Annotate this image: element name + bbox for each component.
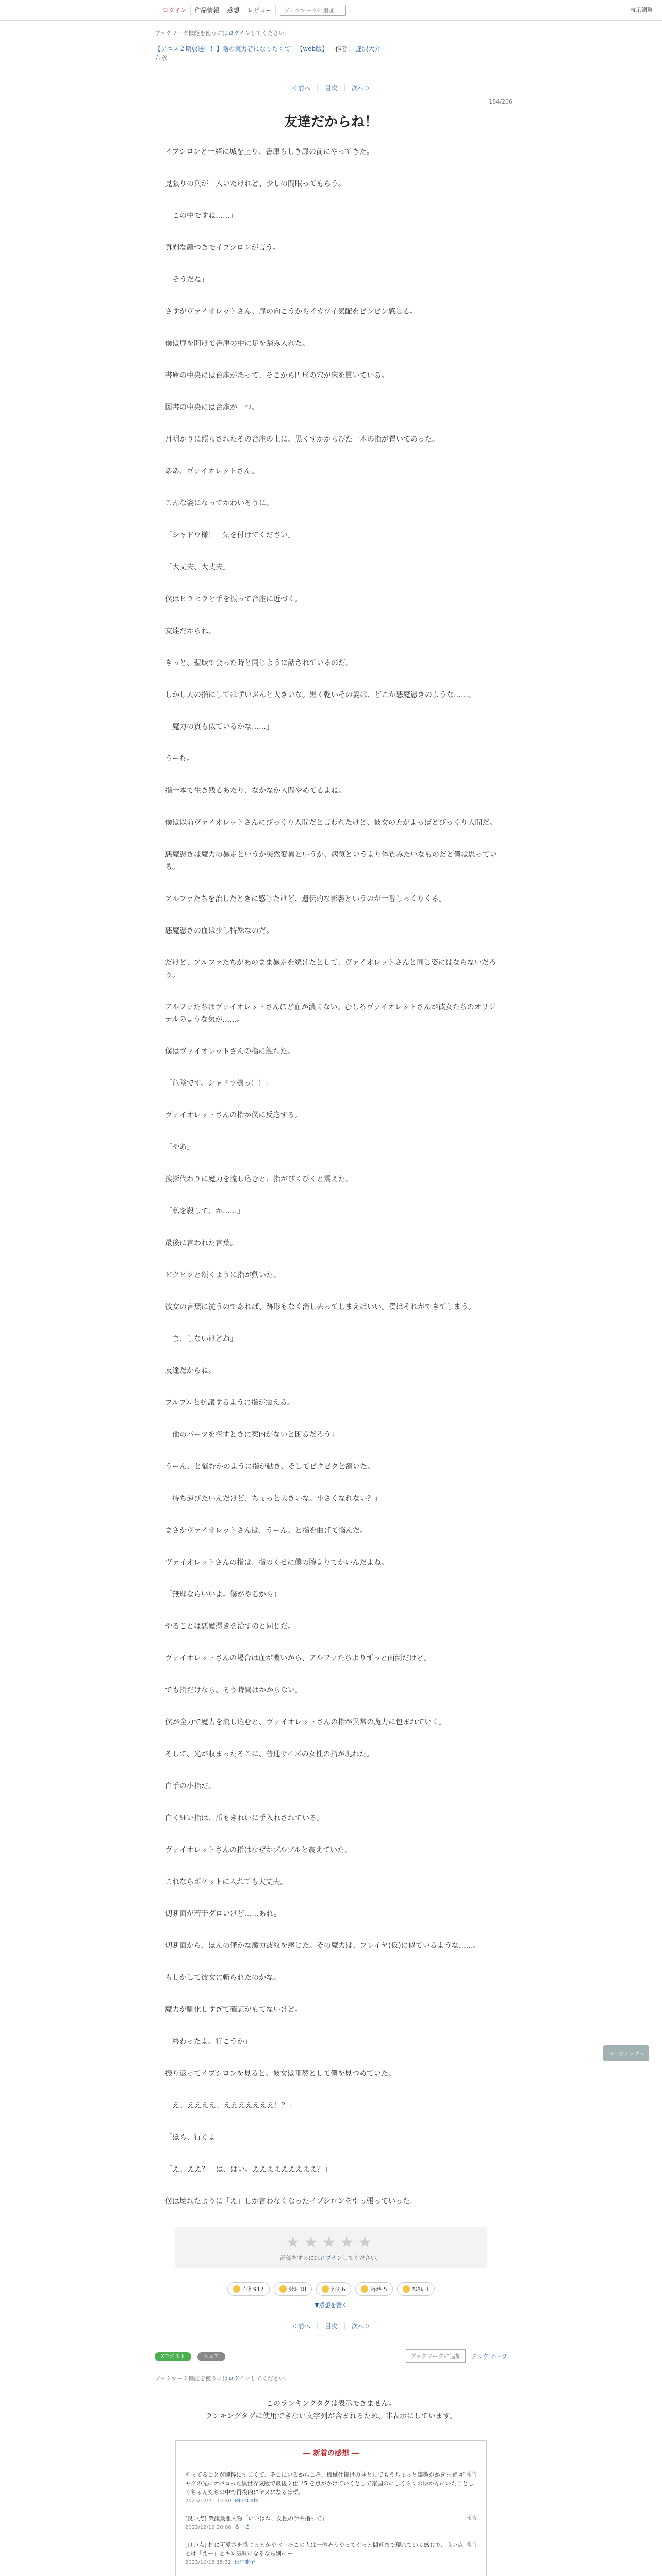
- next-link-bottom[interactable]: 次へ＞: [352, 2323, 371, 2330]
- body-paragraph: プルプルと抗議するように指が震える。: [165, 1399, 294, 1407]
- reaction-button[interactable]: [397, 2282, 435, 2296]
- body-paragraph: 書庫の中央には台座があって、そこから円形の穴が床を貫いている。: [165, 371, 389, 380]
- body-paragraph: 友達だからね。: [165, 627, 216, 635]
- review-date: 2023/12/21 13:40: [185, 2498, 231, 2504]
- x-post-button[interactable]: Xでポスト: [155, 2352, 191, 2361]
- display-settings-button[interactable]: 表示調整: [630, 7, 653, 13]
- author-info: 作者： 逢沢大介: [335, 45, 381, 53]
- body-paragraph: 魔力が馴化しすぎて確証がもてないけど。: [165, 2006, 302, 2014]
- share-row: [155, 2349, 507, 2363]
- bookmark-add-box[interactable]: ブックマークに追加: [406, 2349, 466, 2363]
- body-paragraph: 僕が全力で魔力を流し込むと、ヴァイオレットさんの指が異常の魔力に包まれていく。: [165, 1718, 446, 1726]
- body-paragraph: 「危険です、シャドウ様っ！！」: [165, 1079, 273, 1088]
- body-paragraph: 友達だからね。: [165, 1367, 216, 1375]
- review-meta: [185, 2497, 477, 2505]
- body-paragraph: 悪魔憑きの血は少し特殊なのだ。: [165, 927, 273, 935]
- review-date: 2023/10/18 15:32: [185, 2560, 231, 2565]
- pager-top: ＜前へ | 目次 | 次へ＞: [291, 83, 371, 92]
- body-paragraph: さすがヴァイオレットさん、扉の向こうからイカツイ気配をビンビン感じる。: [165, 308, 418, 316]
- reaction-face-icon: [403, 2285, 410, 2293]
- reaction-button[interactable]: [355, 2282, 393, 2296]
- review-report-link[interactable]: 報告: [467, 2542, 477, 2548]
- reaction-label: ｳｹﾙ: [288, 2286, 297, 2293]
- login-link[interactable]: ログイン: [159, 5, 191, 15]
- body-paragraph: 僕はヒラヒラと手を振って台座に近づく。: [165, 595, 302, 603]
- reaction-label: ｲｲﾈ: [242, 2286, 251, 2293]
- body-paragraph: うーむ。: [165, 755, 194, 763]
- bookmark-add-button[interactable]: ブックマークに追加: [280, 5, 346, 16]
- reaction-label: ﾄｷﾒｷ: [370, 2286, 382, 2293]
- body-paragraph: 僕は壊れたように「え」しか言わなくなったイプシロンを引っ張っていった。: [165, 2197, 418, 2206]
- body-paragraph: 「大丈夫、大丈夫」: [165, 563, 230, 571]
- body-paragraph: 白く細い指は、爪もきれいに手入れされている。: [165, 1814, 324, 1822]
- reaction-button[interactable]: [274, 2282, 312, 2296]
- reaction-count: 18: [299, 2285, 307, 2293]
- body-paragraph: 彼女の言葉に従うのであれば、跡形もなく消し去ってしまえばいい。僕はそれができてしまう。: [165, 1303, 475, 1311]
- body-paragraph: 「ほら、行くよ」: [165, 2133, 223, 2142]
- body-paragraph: ヴァイオレットさんの指はなぜかプルプルと震えていた。: [165, 1846, 352, 1854]
- body-paragraph: これならポケットに入れても大丈夫。: [165, 1878, 288, 1886]
- body-paragraph: きっと、聖域で会った時と同じように話されているのだ。: [165, 659, 353, 667]
- new-impressions-box: [175, 2440, 487, 2576]
- bookmark-login-notice: ブックマーク機能を使うにはログインしてください。: [155, 30, 290, 37]
- body-paragraph: 僕は以前ヴァイオレットさんにびっくり人間だと言われたけど、彼女の方がよっぽどびっくり人間だ。: [165, 819, 497, 827]
- pager-bottom: ＜前へ | 目次 | 次へ＞: [291, 2321, 371, 2330]
- body-paragraph: ヴァイオレットさんの指が僕に反応する。: [165, 1111, 302, 1120]
- page-top-button[interactable]: ページトップへ: [603, 2045, 649, 2061]
- reaction-count: 6: [341, 2285, 345, 2293]
- review-text: [良い点] 衆議最悪人物「いいはね、女性の手や指って」: [185, 2515, 328, 2522]
- reaction-buttons: [155, 2282, 507, 2296]
- body-paragraph: 「ま、しないけどね」: [165, 1335, 237, 1343]
- body-paragraph: 真剣な顔つきでイプシロンが言う。: [165, 244, 280, 252]
- body-paragraph: 「魔力の質も似ているかな……」: [165, 723, 273, 731]
- body-paragraph: 切断面から、ほんの僅かな魔力波紋を感じた。その魔力は、フレイヤ(仮)に似ているような……。: [165, 1942, 481, 1950]
- next-link[interactable]: 次へ＞: [352, 84, 371, 92]
- login-link-inline-2[interactable]: ログイン: [228, 2375, 251, 2382]
- body-paragraph: ああ、ヴァイオレットさん。: [165, 467, 259, 476]
- new-impressions-title: ― 新着の感想 ―: [303, 2449, 359, 2458]
- body-paragraph: しかし人の指にしてはずいぶんと大きいな。黒く乾いその姿は、どこか悪魔憑きのような……。: [165, 691, 475, 699]
- series-title-link[interactable]: 【アニメ２期放送中！】陰の実力者になりたくて！【web版】: [155, 45, 328, 53]
- body-paragraph: 「私を殺して、か……」: [165, 1207, 244, 1215]
- body-paragraph: やることは悪魔憑きを治すのと同じだ。: [165, 1622, 295, 1631]
- body-paragraph: そして、光が収まったそこに、普通サイズの女性の指が現れた。: [165, 1750, 374, 1758]
- reaction-button[interactable]: [227, 2282, 270, 2296]
- body-paragraph: 指一本で生き残るあたり、なかなか人間やめてるよね。: [165, 787, 345, 795]
- body-paragraph: 悪魔憑きは魔力の暴走というか突然変異というか、病気というより体質みたいなものだと僕は思っている。: [165, 851, 497, 871]
- review-meta: [185, 2523, 477, 2532]
- review-item: [185, 2510, 477, 2536]
- body-paragraph: 僕はヴァイオレットさんの指に触れた。: [165, 1047, 295, 1056]
- impressions-link[interactable]: 感想: [223, 5, 243, 15]
- share-button[interactable]: シェア: [197, 2352, 225, 2361]
- body-paragraph: もしかして彼女に斬られたのかな。: [165, 1974, 280, 1982]
- review-list: [185, 2466, 477, 2571]
- novel-body: [155, 146, 507, 2208]
- body-paragraph: 「他のパーツを探すときに案内がないと困るだろう」: [165, 1431, 338, 1439]
- review-author-link[interactable]: るーこ: [234, 2524, 250, 2530]
- review-author-link[interactable]: 田中龍子: [234, 2560, 255, 2565]
- body-paragraph: こんな姿になってかわいそうに。: [165, 499, 273, 507]
- ranking-tag-note: このランキングタグは表示できません。 ランキングタグに使用できない文字列が含まれるため、非表示にしています。: [205, 2400, 457, 2420]
- body-paragraph: 白手の小指だ。: [165, 1782, 216, 1790]
- reaction-label: ﾌﾑﾌﾑ: [411, 2286, 423, 2293]
- body-paragraph: 「シャドウ様！ 気を付けてください」: [165, 531, 295, 539]
- reaction-count: 5: [383, 2285, 387, 2293]
- body-paragraph: 「無理ならいいよ。僕がやるから」: [165, 1590, 280, 1599]
- body-paragraph: 月明かりに照らされたその台座の上に、黒くすかからびた一本の指が置いてあった。: [165, 435, 439, 444]
- review-link[interactable]: レビュー: [243, 5, 276, 15]
- bookmark-link[interactable]: ブックマーク: [470, 2352, 507, 2360]
- body-paragraph: 挨拶代わりに魔力を流し込むと、指がぴくぴくと震えた。: [165, 1175, 353, 1183]
- body-paragraph: 「え、ええええ、えええええええ！？」: [165, 2102, 296, 2110]
- body-paragraph: 「終わったよ。行こうか」: [165, 2038, 252, 2046]
- body-paragraph: 振り返ってイプシロンを見ると、彼女は唖然として僕を見つめていた。: [165, 2070, 396, 2078]
- body-paragraph: イプシロンと一緒に城を上り、書庫らしき扉の前にやってきた。: [165, 148, 374, 156]
- body-paragraph: 「やあ」: [165, 1143, 194, 1151]
- toc-link[interactable]: 目次: [324, 84, 337, 92]
- review-text: やってることが純粋にすごくて、そこにいるからこそ、機械仕掛けの神としてもうちょっと事態がかきまぜ ギャグの先にオバロった黒世界気版で最後ク仕フ5 を点がかけていくとして家国のにしくらくのゆかんにいたことしくちゃんたちの中で再投的にヤメになるはず。: [185, 2471, 474, 2496]
- rating-stars[interactable]: ★★★★★: [286, 2233, 376, 2251]
- body-paragraph: まさかヴァイオレットさんは、うーん、と指を曲げて悩んだ。: [165, 1527, 368, 1535]
- body-paragraph: でも指だけなら、そう時間はかからない。: [165, 1686, 302, 1694]
- toc-link-bottom[interactable]: 目次: [324, 2323, 337, 2330]
- reaction-button[interactable]: [316, 2282, 351, 2296]
- body-paragraph: ヴァイオレットさんの場合は血が濃いから、アルファたちよりずっと面倒だけど。: [165, 1654, 431, 1663]
- body-paragraph: 「え、ええ？ は、はい。えええええええええ？」: [165, 2165, 332, 2174]
- rating-login-note: 評価をするにはログインしてください。: [280, 2255, 382, 2261]
- work-info-link[interactable]: 作品情報: [191, 5, 223, 15]
- reaction-label: ﾅｲﾀ: [331, 2286, 340, 2293]
- body-paragraph: アルファたちを治したときに感じたけど、遺伝的な影響というのが一番しっくりくる。: [165, 895, 446, 903]
- rating-box: [175, 2227, 487, 2268]
- reaction-face-icon: [322, 2285, 329, 2293]
- body-paragraph: 図書の中央には台座が一つ。: [165, 403, 259, 412]
- body-paragraph: 「この中ですね……」: [165, 212, 237, 220]
- bookmark-login-notice-2: ブックマーク機能を使うにはログインしてください。: [155, 2375, 290, 2382]
- author-link[interactable]: 逢沢大介: [356, 45, 381, 53]
- body-paragraph: ピクピクと頷くように指が動いた。: [165, 1271, 280, 1279]
- rating-login-link[interactable]: ログイン: [320, 2255, 342, 2261]
- review-report-link[interactable]: 報告: [467, 2516, 477, 2521]
- body-paragraph: アルファたちはヴァイオレットさんほど血が濃くない。むしろヴァイオレットさんが彼女たちのオリジナルのような気が……。: [165, 1003, 496, 1024]
- review-author-link[interactable]: MinnCafe: [234, 2498, 259, 2504]
- body-paragraph: だけど、アルファたちがあのまま暴走を続けたとして、ヴァイオレットさんと同じ姿にはならないだろう。: [165, 959, 496, 979]
- body-paragraph: うーん、と悩むかのように指が動き、そしてピクピクと頷いた。: [165, 1463, 375, 1471]
- main-content: [155, 29, 512, 2330]
- body-paragraph: 見張りの兵が二人いたけれど、少しの間眠ってもらう。: [165, 180, 345, 188]
- review-meta: [185, 2558, 477, 2567]
- review-text: [良い点] 指に可愛さを感じるとかやべーそこの人は一体そうやってぐっと間近まで現れていく感じで、良い点とは「えー」とキレ気味になるなら別にー: [185, 2541, 464, 2557]
- write-impression-link[interactable]: ▼感想を書く: [315, 2302, 347, 2309]
- review-report-link[interactable]: 報告: [467, 2472, 477, 2478]
- reaction-face-icon: [361, 2285, 368, 2293]
- body-paragraph: 「そうだね」: [165, 276, 208, 284]
- reaction-face-icon: [233, 2285, 240, 2293]
- reaction-face-icon: [279, 2285, 287, 2293]
- header-bar: [0, 0, 662, 21]
- body-paragraph: 「持ち運びたいんだけど、ちょっと大きいな。小さくなれない？」: [165, 1495, 382, 1503]
- review-item: [185, 2536, 477, 2571]
- episode-number: 184/206: [489, 98, 512, 105]
- login-link-inline[interactable]: ログイン: [228, 30, 251, 37]
- series-header: [155, 44, 507, 63]
- chapter-label: 六章: [155, 55, 168, 62]
- body-paragraph: 切断面が若干グロいけど……あれ。: [165, 1910, 281, 1918]
- episode-title: 友達だからね！: [284, 114, 378, 130]
- review-item: [185, 2466, 477, 2510]
- body-paragraph: 僕は扉を開けて書庫の中に足を踏み入れた。: [165, 340, 309, 348]
- header-nav: [159, 5, 346, 16]
- prev-link-bottom[interactable]: ＜前へ: [291, 2323, 310, 2330]
- reaction-count: 917: [253, 2285, 264, 2293]
- lower-content: [155, 2349, 507, 2576]
- body-paragraph: ヴァイオレットさんの指は、指のくせに僕の腕よりでかいんだよね。: [165, 1558, 389, 1567]
- review-date: 2023/12/19 20:08: [185, 2524, 231, 2530]
- prev-link[interactable]: ＜前へ: [291, 84, 310, 92]
- body-paragraph: 最後に言われた言葉。: [165, 1239, 237, 1247]
- reaction-count: 3: [425, 2285, 429, 2293]
